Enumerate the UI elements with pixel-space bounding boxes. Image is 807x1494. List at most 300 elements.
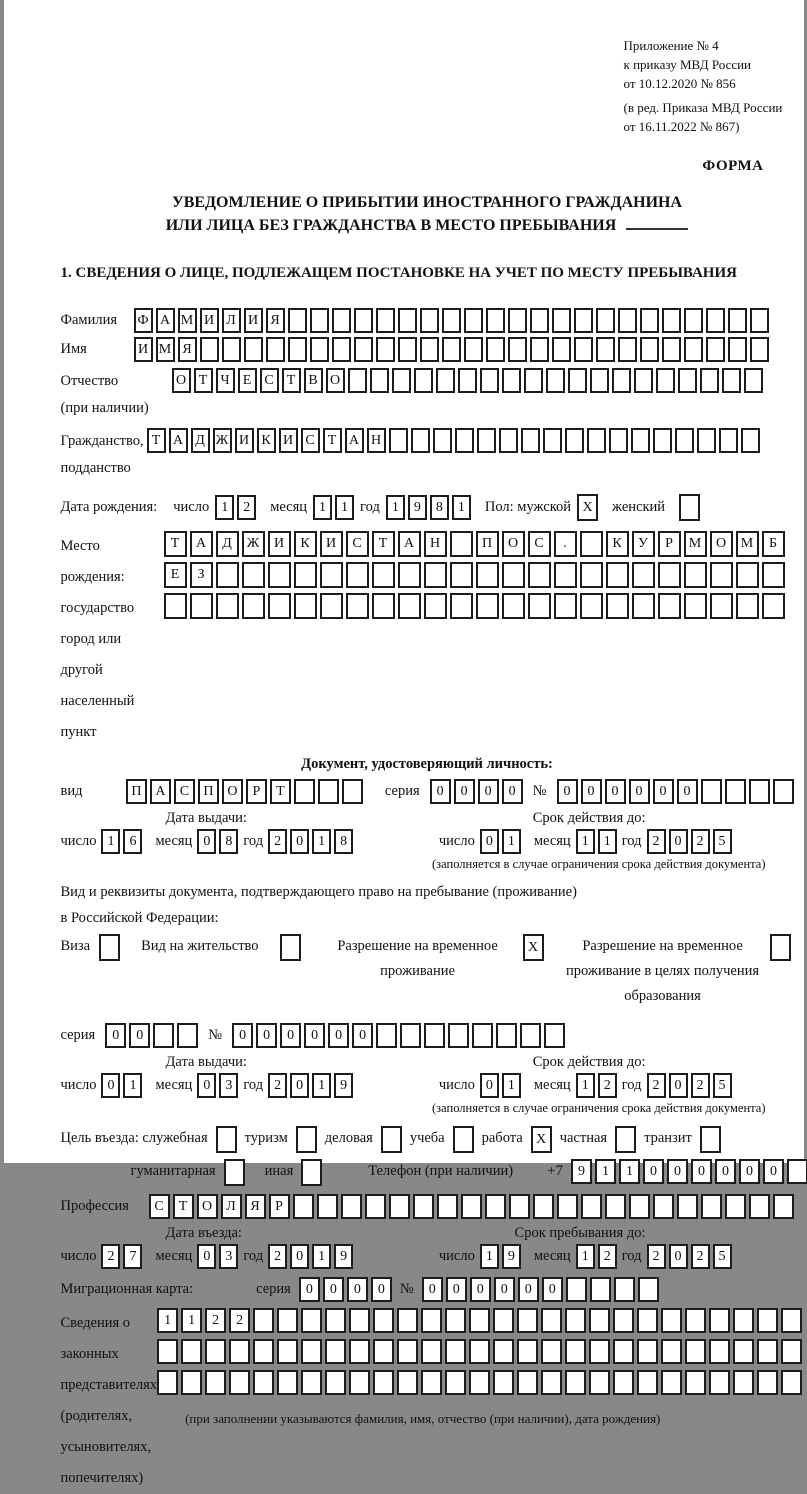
- char-cell[interactable]: X: [523, 934, 544, 961]
- char-cell[interactable]: 1: [123, 1073, 142, 1098]
- char-cell[interactable]: [609, 428, 628, 453]
- char-cell[interactable]: [222, 337, 241, 362]
- char-cell[interactable]: 1: [576, 1073, 595, 1098]
- char-cell[interactable]: [709, 1370, 730, 1395]
- char-cell[interactable]: [634, 368, 653, 393]
- char-cell[interactable]: [442, 308, 461, 333]
- char-cell[interactable]: [637, 1308, 658, 1333]
- char-cell[interactable]: [373, 1370, 394, 1395]
- char-cell[interactable]: [757, 1308, 778, 1333]
- char-cell[interactable]: [455, 428, 474, 453]
- char-cell[interactable]: 0: [328, 1023, 349, 1048]
- char-cell[interactable]: [442, 337, 461, 362]
- char-cell[interactable]: 0: [290, 1244, 309, 1269]
- char-cell[interactable]: 2: [647, 1244, 666, 1269]
- char-cell[interactable]: [544, 1023, 565, 1048]
- char-cell[interactable]: 0: [470, 1277, 491, 1302]
- char-cell[interactable]: Т: [282, 368, 301, 393]
- char-cell[interactable]: [613, 1370, 634, 1395]
- char-cell[interactable]: 2: [647, 1073, 666, 1098]
- char-cell[interactable]: [685, 1308, 706, 1333]
- char-cell[interactable]: [728, 337, 747, 362]
- char-cell[interactable]: [376, 1023, 397, 1048]
- char-cell[interactable]: [341, 1194, 362, 1219]
- char-cell[interactable]: [268, 562, 291, 588]
- char-cell[interactable]: [389, 428, 408, 453]
- char-cell[interactable]: [543, 428, 562, 453]
- char-cell[interactable]: [424, 1023, 445, 1048]
- char-cell[interactable]: [552, 308, 571, 333]
- char-cell[interactable]: [493, 1370, 514, 1395]
- char-cell[interactable]: П: [476, 531, 499, 557]
- char-cell[interactable]: 0: [494, 1277, 515, 1302]
- char-cell[interactable]: [653, 1194, 674, 1219]
- char-cell[interactable]: [376, 308, 395, 333]
- char-cell[interactable]: 0: [290, 1073, 309, 1098]
- char-cell[interactable]: [421, 1370, 442, 1395]
- char-cell[interactable]: 9: [408, 495, 427, 520]
- char-cell[interactable]: [613, 1339, 634, 1364]
- char-cell[interactable]: 1: [312, 829, 331, 854]
- char-cell[interactable]: 1: [576, 829, 595, 854]
- char-cell[interactable]: [719, 428, 738, 453]
- char-cell[interactable]: 2: [268, 1244, 287, 1269]
- char-cell[interactable]: 0: [691, 1159, 712, 1184]
- char-cell[interactable]: 0: [581, 779, 602, 804]
- char-cell[interactable]: [773, 779, 794, 804]
- char-cell[interactable]: [762, 593, 785, 619]
- char-cell[interactable]: 0: [422, 1277, 443, 1302]
- char-cell[interactable]: [332, 308, 351, 333]
- char-cell[interactable]: К: [606, 531, 629, 557]
- char-cell[interactable]: [546, 368, 565, 393]
- char-cell[interactable]: Н: [367, 428, 386, 453]
- char-cell[interactable]: [661, 1370, 682, 1395]
- char-cell[interactable]: [762, 562, 785, 588]
- char-cell[interactable]: [613, 1308, 634, 1333]
- char-cell[interactable]: Т: [372, 531, 395, 557]
- char-cell[interactable]: X: [531, 1126, 552, 1153]
- char-cell[interactable]: [157, 1370, 178, 1395]
- char-cell[interactable]: 1: [101, 829, 120, 854]
- char-cell[interactable]: [450, 593, 473, 619]
- char-cell[interactable]: 1: [313, 495, 332, 520]
- char-cell[interactable]: [631, 428, 650, 453]
- char-cell[interactable]: 2: [598, 1244, 617, 1269]
- char-cell[interactable]: [637, 1339, 658, 1364]
- char-cell[interactable]: [372, 593, 395, 619]
- char-cell[interactable]: [781, 1370, 802, 1395]
- char-cell[interactable]: [565, 428, 584, 453]
- char-cell[interactable]: 0: [653, 779, 674, 804]
- char-cell[interactable]: [349, 1308, 370, 1333]
- char-cell[interactable]: [414, 368, 433, 393]
- char-cell[interactable]: [706, 308, 725, 333]
- char-cell[interactable]: А: [398, 531, 421, 557]
- char-cell[interactable]: Т: [147, 428, 166, 453]
- char-cell[interactable]: [392, 368, 411, 393]
- char-cell[interactable]: [554, 562, 577, 588]
- char-cell[interactable]: [296, 1126, 317, 1153]
- char-cell[interactable]: Т: [270, 779, 291, 804]
- char-cell[interactable]: 1: [595, 1159, 616, 1184]
- char-cell[interactable]: [205, 1339, 226, 1364]
- char-cell[interactable]: Ж: [213, 428, 232, 453]
- char-cell[interactable]: [346, 562, 369, 588]
- char-cell[interactable]: 0: [197, 829, 216, 854]
- char-cell[interactable]: [493, 1308, 514, 1333]
- char-cell[interactable]: [349, 1370, 370, 1395]
- char-cell[interactable]: [244, 337, 263, 362]
- char-cell[interactable]: [480, 368, 499, 393]
- char-cell[interactable]: [301, 1370, 322, 1395]
- char-cell[interactable]: [528, 562, 551, 588]
- char-cell[interactable]: А: [150, 779, 171, 804]
- char-cell[interactable]: [472, 1023, 493, 1048]
- char-cell[interactable]: Ч: [216, 368, 235, 393]
- char-cell[interactable]: [565, 1370, 586, 1395]
- char-cell[interactable]: [618, 337, 637, 362]
- char-cell[interactable]: И: [268, 531, 291, 557]
- char-cell[interactable]: 2: [268, 829, 287, 854]
- char-cell[interactable]: [615, 1126, 636, 1153]
- char-cell[interactable]: И: [200, 308, 219, 333]
- char-cell[interactable]: [662, 337, 681, 362]
- char-cell[interactable]: [376, 337, 395, 362]
- char-cell[interactable]: 1: [386, 495, 405, 520]
- char-cell[interactable]: [277, 1308, 298, 1333]
- char-cell[interactable]: [424, 593, 447, 619]
- char-cell[interactable]: [770, 934, 791, 961]
- char-cell[interactable]: [632, 593, 655, 619]
- char-cell[interactable]: 0: [446, 1277, 467, 1302]
- char-cell[interactable]: [268, 593, 291, 619]
- char-cell[interactable]: 0: [347, 1277, 368, 1302]
- char-cell[interactable]: О: [172, 368, 191, 393]
- char-cell[interactable]: [398, 337, 417, 362]
- char-cell[interactable]: [757, 1339, 778, 1364]
- char-cell[interactable]: [381, 1126, 402, 1153]
- char-cell[interactable]: 5: [713, 829, 732, 854]
- char-cell[interactable]: [216, 593, 239, 619]
- char-cell[interactable]: [725, 1194, 746, 1219]
- char-cell[interactable]: [317, 1194, 338, 1219]
- char-cell[interactable]: [781, 1339, 802, 1364]
- char-cell[interactable]: О: [222, 779, 243, 804]
- char-cell[interactable]: [684, 308, 703, 333]
- char-cell[interactable]: [424, 562, 447, 588]
- char-cell[interactable]: И: [235, 428, 254, 453]
- char-cell[interactable]: [728, 308, 747, 333]
- char-cell[interactable]: [502, 368, 521, 393]
- char-cell[interactable]: [722, 368, 741, 393]
- char-cell[interactable]: [524, 368, 543, 393]
- char-cell[interactable]: [662, 308, 681, 333]
- char-cell[interactable]: [493, 1339, 514, 1364]
- char-cell[interactable]: [517, 1339, 538, 1364]
- char-cell[interactable]: [530, 337, 549, 362]
- char-cell[interactable]: [229, 1339, 250, 1364]
- char-cell[interactable]: [373, 1339, 394, 1364]
- char-cell[interactable]: [397, 1308, 418, 1333]
- char-cell[interactable]: [757, 1370, 778, 1395]
- char-cell[interactable]: [294, 562, 317, 588]
- char-cell[interactable]: [653, 428, 672, 453]
- char-cell[interactable]: 1: [181, 1308, 202, 1333]
- char-cell[interactable]: Т: [164, 531, 187, 557]
- char-cell[interactable]: [749, 1194, 770, 1219]
- char-cell[interactable]: Л: [221, 1194, 242, 1219]
- char-cell[interactable]: [448, 1023, 469, 1048]
- char-cell[interactable]: А: [345, 428, 364, 453]
- char-cell[interactable]: [349, 1339, 370, 1364]
- char-cell[interactable]: [530, 308, 549, 333]
- char-cell[interactable]: А: [169, 428, 188, 453]
- char-cell[interactable]: [528, 593, 551, 619]
- char-cell[interactable]: 2: [647, 829, 666, 854]
- char-cell[interactable]: П: [126, 779, 147, 804]
- char-cell[interactable]: [365, 1194, 386, 1219]
- char-cell[interactable]: [242, 562, 265, 588]
- char-cell[interactable]: [684, 337, 703, 362]
- char-cell[interactable]: [224, 1159, 245, 1186]
- char-cell[interactable]: 2: [691, 1073, 710, 1098]
- char-cell[interactable]: [164, 593, 187, 619]
- char-cell[interactable]: 8: [334, 829, 353, 854]
- char-cell[interactable]: [469, 1370, 490, 1395]
- char-cell[interactable]: Д: [216, 531, 239, 557]
- char-cell[interactable]: 6: [123, 829, 142, 854]
- char-cell[interactable]: [398, 308, 417, 333]
- char-cell[interactable]: Я: [178, 337, 197, 362]
- char-cell[interactable]: 1: [502, 1073, 521, 1098]
- char-cell[interactable]: М: [156, 337, 175, 362]
- char-cell[interactable]: 1: [619, 1159, 640, 1184]
- char-cell[interactable]: [280, 934, 301, 961]
- char-cell[interactable]: X: [577, 494, 598, 521]
- char-cell[interactable]: 1: [598, 829, 617, 854]
- char-cell[interactable]: [581, 1194, 602, 1219]
- char-cell[interactable]: [445, 1370, 466, 1395]
- char-cell[interactable]: 0: [518, 1277, 539, 1302]
- char-cell[interactable]: [288, 337, 307, 362]
- char-cell[interactable]: .: [554, 531, 577, 557]
- char-cell[interactable]: [421, 1339, 442, 1364]
- char-cell[interactable]: 3: [219, 1073, 238, 1098]
- char-cell[interactable]: [157, 1339, 178, 1364]
- char-cell[interactable]: [684, 593, 707, 619]
- char-cell[interactable]: [450, 562, 473, 588]
- char-cell[interactable]: [580, 562, 603, 588]
- char-cell[interactable]: 9: [334, 1073, 353, 1098]
- char-cell[interactable]: [253, 1370, 274, 1395]
- char-cell[interactable]: 0: [629, 779, 650, 804]
- char-cell[interactable]: [310, 308, 329, 333]
- char-cell[interactable]: [612, 368, 631, 393]
- char-cell[interactable]: Я: [266, 308, 285, 333]
- char-cell[interactable]: [710, 562, 733, 588]
- char-cell[interactable]: [589, 1370, 610, 1395]
- char-cell[interactable]: [346, 593, 369, 619]
- char-cell[interactable]: С: [301, 428, 320, 453]
- char-cell[interactable]: [458, 368, 477, 393]
- char-cell[interactable]: [325, 1308, 346, 1333]
- char-cell[interactable]: [433, 428, 452, 453]
- char-cell[interactable]: О: [502, 531, 525, 557]
- char-cell[interactable]: 1: [452, 495, 471, 520]
- char-cell[interactable]: 0: [280, 1023, 301, 1048]
- char-cell[interactable]: А: [156, 308, 175, 333]
- char-cell[interactable]: [453, 1126, 474, 1153]
- char-cell[interactable]: [640, 337, 659, 362]
- char-cell[interactable]: 0: [669, 829, 688, 854]
- char-cell[interactable]: 0: [502, 779, 523, 804]
- char-cell[interactable]: [517, 1370, 538, 1395]
- char-cell[interactable]: Я: [245, 1194, 266, 1219]
- char-cell[interactable]: [750, 308, 769, 333]
- char-cell[interactable]: [684, 562, 707, 588]
- char-cell[interactable]: [508, 308, 527, 333]
- char-cell[interactable]: З: [190, 562, 213, 588]
- char-cell[interactable]: [325, 1370, 346, 1395]
- char-cell[interactable]: [469, 1339, 490, 1364]
- char-cell[interactable]: Т: [323, 428, 342, 453]
- char-cell[interactable]: [700, 368, 719, 393]
- char-cell[interactable]: [733, 1339, 754, 1364]
- char-cell[interactable]: 5: [713, 1073, 732, 1098]
- char-cell[interactable]: [541, 1339, 562, 1364]
- char-cell[interactable]: [301, 1308, 322, 1333]
- char-cell[interactable]: [521, 428, 540, 453]
- char-cell[interactable]: [216, 1126, 237, 1153]
- char-cell[interactable]: 0: [454, 779, 475, 804]
- char-cell[interactable]: 1: [312, 1073, 331, 1098]
- char-cell[interactable]: [697, 428, 716, 453]
- char-cell[interactable]: [398, 562, 421, 588]
- char-cell[interactable]: 0: [605, 779, 626, 804]
- char-cell[interactable]: [294, 779, 315, 804]
- char-cell[interactable]: Ж: [242, 531, 265, 557]
- char-cell[interactable]: [741, 428, 760, 453]
- char-cell[interactable]: [421, 1308, 442, 1333]
- char-cell[interactable]: [640, 308, 659, 333]
- char-cell[interactable]: 8: [430, 495, 449, 520]
- char-cell[interactable]: 7: [123, 1244, 142, 1269]
- char-cell[interactable]: [177, 1023, 198, 1048]
- char-cell[interactable]: Т: [173, 1194, 194, 1219]
- char-cell[interactable]: С: [346, 531, 369, 557]
- char-cell[interactable]: [253, 1339, 274, 1364]
- char-cell[interactable]: [656, 368, 675, 393]
- char-cell[interactable]: [596, 308, 615, 333]
- char-cell[interactable]: [318, 779, 339, 804]
- char-cell[interactable]: [677, 1194, 698, 1219]
- char-cell[interactable]: [502, 562, 525, 588]
- char-cell[interactable]: [320, 593, 343, 619]
- char-cell[interactable]: 0: [129, 1023, 150, 1048]
- char-cell[interactable]: [685, 1370, 706, 1395]
- char-cell[interactable]: [590, 1277, 611, 1302]
- char-cell[interactable]: [749, 779, 770, 804]
- char-cell[interactable]: [679, 494, 700, 521]
- char-cell[interactable]: [320, 562, 343, 588]
- char-cell[interactable]: У: [632, 531, 655, 557]
- char-cell[interactable]: 5: [713, 1244, 732, 1269]
- char-cell[interactable]: 0: [739, 1159, 760, 1184]
- char-cell[interactable]: [508, 337, 527, 362]
- char-cell[interactable]: [354, 337, 373, 362]
- char-cell[interactable]: [445, 1308, 466, 1333]
- char-cell[interactable]: 2: [229, 1308, 250, 1333]
- char-cell[interactable]: [242, 593, 265, 619]
- char-cell[interactable]: 9: [502, 1244, 521, 1269]
- char-cell[interactable]: Р: [269, 1194, 290, 1219]
- char-cell[interactable]: [301, 1339, 322, 1364]
- char-cell[interactable]: 0: [669, 1073, 688, 1098]
- char-cell[interactable]: [413, 1194, 434, 1219]
- char-cell[interactable]: И: [320, 531, 343, 557]
- char-cell[interactable]: [736, 562, 759, 588]
- char-cell[interactable]: 2: [237, 495, 256, 520]
- char-cell[interactable]: Т: [194, 368, 213, 393]
- char-cell[interactable]: [637, 1370, 658, 1395]
- char-cell[interactable]: 0: [480, 829, 499, 854]
- char-cell[interactable]: С: [528, 531, 551, 557]
- char-cell[interactable]: [565, 1339, 586, 1364]
- char-cell[interactable]: [420, 337, 439, 362]
- char-cell[interactable]: [661, 1339, 682, 1364]
- char-cell[interactable]: К: [257, 428, 276, 453]
- char-cell[interactable]: П: [198, 779, 219, 804]
- char-cell[interactable]: [348, 368, 367, 393]
- char-cell[interactable]: [533, 1194, 554, 1219]
- char-cell[interactable]: [277, 1339, 298, 1364]
- char-cell[interactable]: [520, 1023, 541, 1048]
- char-cell[interactable]: 0: [557, 779, 578, 804]
- char-cell[interactable]: [476, 562, 499, 588]
- char-cell[interactable]: [614, 1277, 635, 1302]
- char-cell[interactable]: Ф: [134, 308, 153, 333]
- char-cell[interactable]: 1: [215, 495, 234, 520]
- char-cell[interactable]: М: [178, 308, 197, 333]
- char-cell[interactable]: [502, 593, 525, 619]
- char-cell[interactable]: [709, 1339, 730, 1364]
- char-cell[interactable]: [397, 1370, 418, 1395]
- char-cell[interactable]: 1: [576, 1244, 595, 1269]
- char-cell[interactable]: [787, 1159, 807, 1184]
- char-cell[interactable]: 0: [478, 779, 499, 804]
- char-cell[interactable]: [476, 593, 499, 619]
- char-cell[interactable]: [370, 368, 389, 393]
- char-cell[interactable]: [541, 1370, 562, 1395]
- char-cell[interactable]: 1: [502, 829, 521, 854]
- char-cell[interactable]: 0: [290, 829, 309, 854]
- char-cell[interactable]: 0: [105, 1023, 126, 1048]
- char-cell[interactable]: 0: [352, 1023, 373, 1048]
- char-cell[interactable]: [486, 337, 505, 362]
- char-cell[interactable]: [709, 1308, 730, 1333]
- char-cell[interactable]: 0: [667, 1159, 688, 1184]
- char-cell[interactable]: [310, 337, 329, 362]
- char-cell[interactable]: [373, 1308, 394, 1333]
- char-cell[interactable]: [288, 308, 307, 333]
- char-cell[interactable]: [568, 368, 587, 393]
- char-cell[interactable]: [499, 428, 518, 453]
- char-cell[interactable]: [700, 1126, 721, 1153]
- char-cell[interactable]: [678, 368, 697, 393]
- char-cell[interactable]: С: [260, 368, 279, 393]
- char-cell[interactable]: [552, 337, 571, 362]
